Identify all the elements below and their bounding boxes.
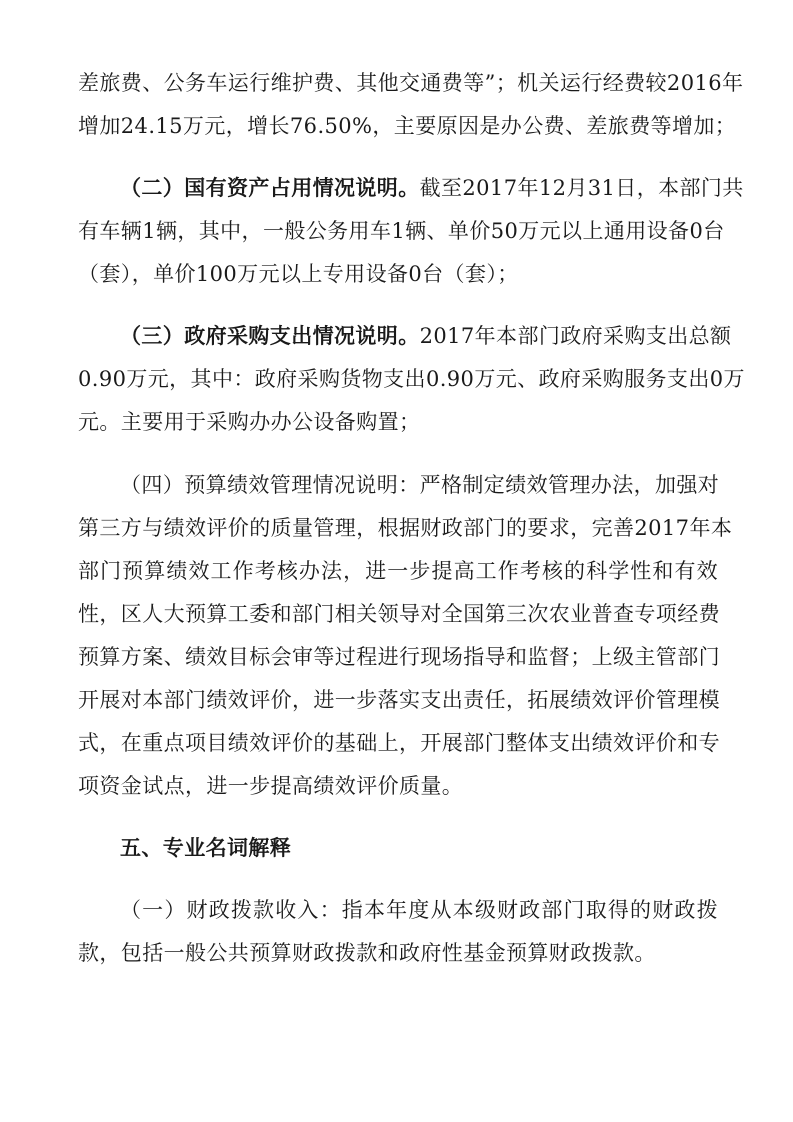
paragraph-first-line: （四）预算绩效管理情况说明：严格制定绩效管理办法，加强对 xyxy=(120,473,720,497)
paragraph-line: 第三方与绩效评价的质量管理，根据财政部门的要求，完善2017年本 xyxy=(78,516,733,540)
paragraph-text: 截至2017年12月31日，本部门共 xyxy=(419,176,744,200)
paragraph-first-line xyxy=(120,174,744,202)
paragraph-line: 部门预算绩效工作考核办法，进一步提高工作考核的科学性和有效 xyxy=(78,559,718,583)
paragraph-line: 款，包括一般公共预算财政拨款和政府性基金预算财政拨款。 xyxy=(78,941,656,965)
paragraph-first-line: （一）财政拨款收入：指本年度从本级财政部门取得的财政拨 xyxy=(120,898,718,922)
paragraph-line: 元。主要用于采购办办公设备购置； xyxy=(78,410,421,434)
paragraph-line: （套），单价100万元以上专用设备0台（套）； xyxy=(78,262,519,286)
paragraph-line: 项资金试点，进一步提高绩效评价质量。 xyxy=(78,774,464,798)
paragraph-line: 差旅费、公务车运行维护费、其他交通费等”；机关运行经费较2016年 xyxy=(78,71,744,95)
section-heading: （二）国有资产占用情况说明。 xyxy=(120,175,420,200)
section-heading: （三）政府采购支出情况说明。 xyxy=(120,323,420,348)
paragraph-line: 增加24.15万元，增长76.50%，主要原因是办公费、差旅费等增加； xyxy=(78,114,737,138)
paragraph-line: 预算方案、绩效目标会审等过程进行现场指导和监督；上级主管部门 xyxy=(78,645,720,669)
paragraph-line: 性，区人大预算工委和部门相关领导对全国第三次农业普查专项经费 xyxy=(78,602,720,626)
paragraph-line: 0.90万元，其中：政府采购货物支出0.90万元、政府采购服务支出0万 xyxy=(78,367,745,391)
section-title: 五、专业名词解释 xyxy=(120,835,292,860)
paragraph-first-line xyxy=(120,322,732,350)
paragraph-line: 式，在重点项目绩效评价的基础上，开展部门整体支出绩效评价和专 xyxy=(78,731,720,755)
paragraph-line: 有车辆1辆，其中，一般公务用车1辆、单价50万元以上通用设备0台 xyxy=(78,219,725,243)
paragraph-line: 开展对本部门绩效评价，进一步落实支出责任，拓展绩效评价管理模 xyxy=(78,688,720,712)
paragraph-text: 2017年本部门政府采购支出总额 xyxy=(419,324,732,348)
